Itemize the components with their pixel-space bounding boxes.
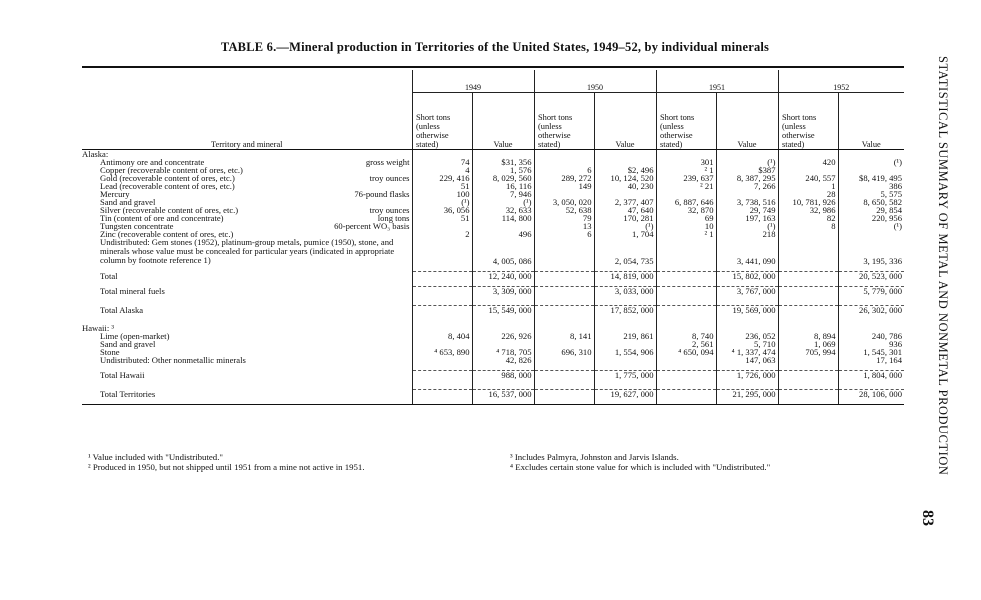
short-tons-cell: 301	[656, 158, 716, 166]
mineral-unit: long tons	[377, 213, 410, 223]
value-cell: 219, 861	[594, 332, 656, 340]
value-cell: (¹)	[716, 222, 778, 230]
short-tons-cell: 10, 781, 926	[778, 198, 838, 206]
short-tons-cell	[656, 287, 716, 296]
short-tons-cell: 4	[412, 166, 472, 174]
value-cell: (¹)	[838, 222, 904, 230]
value-cell: 3, 309, 000	[472, 287, 534, 296]
value-cell: (¹)	[472, 198, 534, 206]
mineral-name: Sand and gravel	[100, 197, 156, 207]
value-cell: 20, 523, 000	[838, 272, 904, 281]
value-cell: 5, 779, 000	[838, 287, 904, 296]
mineral-name: Lead (recoverable content of ores, etc.)	[100, 181, 235, 191]
mineral-name: Sand and gravel	[100, 339, 156, 349]
short-tons-cell	[412, 371, 472, 380]
value-cell: 19, 627, 000	[594, 390, 656, 399]
mineral-unit: gross weight	[365, 157, 410, 167]
short-tons-cell: 82	[778, 214, 838, 222]
table-row	[82, 332, 904, 340]
mineral-name: Tin (content of ore and concentrate)	[100, 213, 224, 223]
value-cell: 28, 106, 000	[838, 390, 904, 399]
short-tons-cell: 420	[778, 158, 838, 166]
short-tons-cell	[778, 390, 838, 399]
value-cell: 1, 704	[594, 230, 656, 238]
value-cell: 7, 946	[472, 190, 534, 198]
table-body	[82, 150, 904, 405]
short-tons-cell: 79	[534, 214, 594, 222]
short-tons-cell	[778, 230, 838, 238]
short-tons-cell	[656, 238, 716, 265]
short-tons-cell	[534, 356, 594, 364]
short-tons-cell	[534, 272, 594, 281]
short-tons-cell: 13	[534, 222, 594, 230]
short-tons-header: Short tons (unless otherwise stated)	[778, 93, 838, 150]
mineral-production-table	[82, 70, 904, 405]
value-cell: 16, 537, 000	[472, 390, 534, 399]
mineral-name: Stone	[100, 347, 120, 357]
short-tons-cell	[778, 306, 838, 315]
value-cell: 170, 281	[594, 214, 656, 222]
table-row	[82, 214, 904, 222]
total-label: Total mineral fuels	[100, 286, 165, 296]
year-1949-header: 1949	[412, 70, 534, 93]
total-row	[82, 272, 904, 281]
value-cell: 8, 387, 295	[716, 174, 778, 182]
short-tons-cell	[534, 287, 594, 296]
value-cell: 3, 767, 000	[716, 287, 778, 296]
short-tons-cell: ² 1	[656, 166, 716, 174]
value-cell: 2, 054, 735	[594, 238, 656, 265]
value-cell: 15, 802, 000	[716, 272, 778, 281]
short-tons-cell: 28	[778, 190, 838, 198]
year-1950-header: 1950	[534, 70, 656, 93]
short-tons-cell: 229, 416	[412, 174, 472, 182]
short-tons-cell	[656, 306, 716, 315]
value-cell: 220, 956	[838, 214, 904, 222]
mineral-name: Undistributed: Gem stones (1952), platinum-group metals, pumice (1950), stone, and minerals whose value must be concealed for particular years (indicated in appropriate column by footnote reference 1)	[100, 237, 395, 265]
mineral-name: Mercury	[100, 189, 130, 199]
value-cell: 936	[838, 340, 904, 348]
short-tons-cell: ² 1	[656, 230, 716, 238]
value-cell: 218	[716, 230, 778, 238]
short-tons-cell	[534, 371, 594, 380]
short-tons-cell	[534, 306, 594, 315]
value-header: Value	[472, 93, 534, 150]
value-cell: 3, 441, 090	[716, 238, 778, 265]
value-cell: 3, 738, 516	[716, 198, 778, 206]
section-header-row	[82, 324, 904, 332]
short-tons-cell: 2, 561	[656, 340, 716, 348]
short-tons-cell	[412, 390, 472, 399]
value-cell: 29, 854	[838, 206, 904, 214]
value-cell: 4, 005, 086	[472, 238, 534, 265]
value-cell: 8, 029, 560	[472, 174, 534, 182]
value-cell: 5, 710	[716, 340, 778, 348]
mineral-name: Silver (recoverable content of ores, etc.)	[100, 205, 239, 215]
total-row	[82, 306, 904, 315]
short-tons-cell: 6, 887, 646	[656, 198, 716, 206]
total-label: Total Hawaii	[100, 370, 145, 380]
short-tons-cell	[412, 222, 472, 230]
mineral-name: Antimony ore and concentrate	[100, 157, 205, 167]
value-cell: 16, 116	[472, 182, 534, 190]
short-tons-cell: 705, 994	[778, 348, 838, 356]
value-cell: 29, 749	[716, 206, 778, 214]
short-tons-cell: ⁴ 650, 094	[656, 348, 716, 356]
mineral-unit: 76-pound flasks	[354, 189, 410, 199]
short-tons-cell: 69	[656, 214, 716, 222]
short-tons-cell: 100	[412, 190, 472, 198]
mineral-name: Tungsten concentrate	[100, 221, 174, 231]
value-cell: 14, 819, 000	[594, 272, 656, 281]
short-tons-cell	[412, 287, 472, 296]
value-cell: 40, 230	[594, 182, 656, 190]
short-tons-header: Short tons (unless otherwise stated)	[656, 93, 716, 150]
short-tons-cell	[412, 238, 472, 265]
mineral-name: Copper (recoverable content of ores, etc.)	[100, 165, 243, 175]
short-tons-cell: ² 21	[656, 182, 716, 190]
value-cell: 1, 775, 000	[594, 371, 656, 380]
value-cell: 1, 554, 906	[594, 348, 656, 356]
short-tons-cell	[412, 272, 472, 281]
footnote-2: ² Produced in 1950, but not shipped until 1951 from a mine not active in 1951.	[88, 462, 365, 472]
total-label: Total	[100, 271, 118, 281]
value-cell: 240, 786	[838, 332, 904, 340]
value-cell: 386	[838, 182, 904, 190]
value-cell: 42, 826	[472, 356, 534, 364]
value-cell: 496	[472, 230, 534, 238]
table-row	[82, 340, 904, 348]
value-header: Value	[716, 93, 778, 150]
short-tons-cell: 6	[534, 166, 594, 174]
value-cell: 1, 726, 000	[716, 371, 778, 380]
mineral-label	[82, 238, 412, 265]
running-head: STATISTICAL SUMMARY OF METAL AND NONMETAL PRODUCTION	[936, 56, 950, 476]
mineral-label	[82, 340, 412, 348]
footnote-3: ³ Includes Palmyra, Johnston and Jarvis Islands.	[510, 452, 679, 462]
short-tons-cell	[534, 238, 594, 265]
short-tons-cell: 32, 986	[778, 206, 838, 214]
footnote-1: ¹ Value included with "Undistributed."	[88, 452, 223, 462]
table-row	[82, 190, 904, 198]
value-cell: 5, 575	[838, 190, 904, 198]
short-tons-cell: 2	[412, 230, 472, 238]
value-cell: 10, 124, 520	[594, 174, 656, 182]
value-cell: 197, 163	[716, 214, 778, 222]
short-tons-cell	[778, 272, 838, 281]
page-number: 83	[919, 510, 936, 526]
value-cell: 226, 926	[472, 332, 534, 340]
value-cell: (¹)	[716, 158, 778, 166]
value-cell: $8, 419, 495	[838, 174, 904, 182]
short-tons-cell	[778, 238, 838, 265]
top-rule	[82, 66, 904, 68]
mineral-name: Gold (recoverable content of ores, etc.)	[100, 173, 235, 183]
table-row	[82, 182, 904, 190]
mineral-name: Undistributed: Other nonmetallic minerals	[100, 355, 246, 365]
total-row	[82, 371, 904, 380]
short-tons-cell: 74	[412, 158, 472, 166]
footnotes-right	[510, 452, 770, 472]
total-row	[82, 390, 904, 399]
value-cell: 3, 195, 336	[838, 238, 904, 265]
value-cell: 8, 650, 582	[838, 198, 904, 206]
value-cell: 17, 164	[838, 356, 904, 364]
table-title: TABLE 6.—Mineral production in Territories of the United States, 1949–52, by individual minerals	[220, 40, 770, 54]
value-cell: $387	[716, 166, 778, 174]
year-1952-header: 1952	[778, 70, 904, 93]
year-header-row	[82, 70, 904, 93]
table-row	[82, 356, 904, 364]
short-tons-cell	[412, 356, 472, 364]
year-1951-header: 1951	[656, 70, 778, 93]
short-tons-cell: 8, 404	[412, 332, 472, 340]
mineral-unit: 60-percent WO₃ basis	[334, 221, 410, 231]
short-tons-cell: 36, 056	[412, 206, 472, 214]
short-tons-cell: 8	[778, 222, 838, 230]
value-cell: 988, 000	[472, 371, 534, 380]
short-tons-cell	[656, 272, 716, 281]
short-tons-cell: 32, 870	[656, 206, 716, 214]
value-cell: 3, 033, 000	[594, 287, 656, 296]
value-cell	[594, 356, 656, 364]
value-header: Value	[838, 93, 904, 150]
mineral-label	[82, 356, 412, 364]
short-tons-cell: 149	[534, 182, 594, 190]
value-cell: $31, 356	[472, 158, 534, 166]
footnote-4: ⁴ Excludes certain stone value for which is included with "Undistributed."	[510, 462, 771, 472]
short-tons-cell	[412, 306, 472, 315]
value-cell: 21, 295, 000	[716, 390, 778, 399]
value-cell: 1, 804, 000	[838, 371, 904, 380]
short-tons-cell: (¹)	[412, 198, 472, 206]
value-cell: 19, 569, 000	[716, 306, 778, 315]
value-cell: (¹)	[838, 158, 904, 166]
short-tons-cell	[656, 390, 716, 399]
value-header: Value	[594, 93, 656, 150]
short-tons-cell	[778, 371, 838, 380]
value-cell: ⁴ 1, 337, 474	[716, 348, 778, 356]
short-tons-cell	[656, 371, 716, 380]
short-tons-cell	[534, 158, 594, 166]
section-name: Alaska:	[82, 149, 109, 159]
table-row	[82, 238, 904, 265]
total-row	[82, 287, 904, 296]
value-cell: 236, 052	[716, 332, 778, 340]
value-cell: ⁴ 718, 705	[472, 348, 534, 356]
mineral-unit: troy ounces	[369, 173, 410, 183]
short-tons-cell: 8, 740	[656, 332, 716, 340]
short-tons-header: Short tons (unless otherwise stated)	[534, 93, 594, 150]
short-tons-cell	[534, 390, 594, 399]
footnotes-left	[88, 452, 365, 472]
short-tons-cell: 289, 272	[534, 174, 594, 182]
value-cell: 1, 545, 301	[838, 348, 904, 356]
short-tons-cell: 696, 310	[534, 348, 594, 356]
value-cell: (¹)	[594, 222, 656, 230]
short-tons-cell: 8, 894	[778, 332, 838, 340]
mineral-name: Lime (open-market)	[100, 331, 170, 341]
short-tons-cell: 51	[412, 214, 472, 222]
value-cell: 2, 377, 407	[594, 198, 656, 206]
short-tons-cell: ⁴ 653, 890	[412, 348, 472, 356]
value-cell: 17, 852, 000	[594, 306, 656, 315]
short-tons-cell: 51	[412, 182, 472, 190]
value-cell: 12, 240, 000	[472, 272, 534, 281]
value-cell: 7, 266	[716, 182, 778, 190]
mineral-unit: troy ounces	[369, 205, 410, 215]
short-tons-cell	[656, 356, 716, 364]
short-tons-cell: 1, 069	[778, 340, 838, 348]
value-cell: 114, 800	[472, 214, 534, 222]
short-tons-cell: 10	[656, 222, 716, 230]
total-label: Total Alaska	[100, 305, 144, 315]
value-cell: 26, 302, 000	[838, 306, 904, 315]
value-cell: 15, 549, 000	[472, 306, 534, 315]
short-tons-cell: 1	[778, 182, 838, 190]
total-label: Total Territories	[100, 389, 156, 399]
value-cell: 1, 576	[472, 166, 534, 174]
value-cell: 147, 063	[716, 356, 778, 364]
section-name: Hawaii: ³	[82, 323, 114, 333]
short-tons-header: Short tons (unless otherwise stated)	[412, 93, 472, 150]
value-cell: 32, 633	[472, 206, 534, 214]
mineral-name: Zinc (recoverable content of ores, etc.)	[100, 229, 234, 239]
value-cell: 47, 640	[594, 206, 656, 214]
short-tons-cell: 240, 557	[778, 174, 838, 182]
value-cell	[838, 230, 904, 238]
territory-mineral-header: Territory and mineral	[210, 140, 283, 149]
short-tons-cell	[778, 287, 838, 296]
short-tons-cell: 52, 638	[534, 206, 594, 214]
short-tons-cell: 3, 050, 020	[534, 198, 594, 206]
section-header-row	[82, 150, 904, 159]
short-tons-cell	[778, 356, 838, 364]
short-tons-cell: 239, 637	[656, 174, 716, 182]
short-tons-cell: 6	[534, 230, 594, 238]
value-cell: $2, 496	[594, 166, 656, 174]
short-tons-cell: 8, 141	[534, 332, 594, 340]
